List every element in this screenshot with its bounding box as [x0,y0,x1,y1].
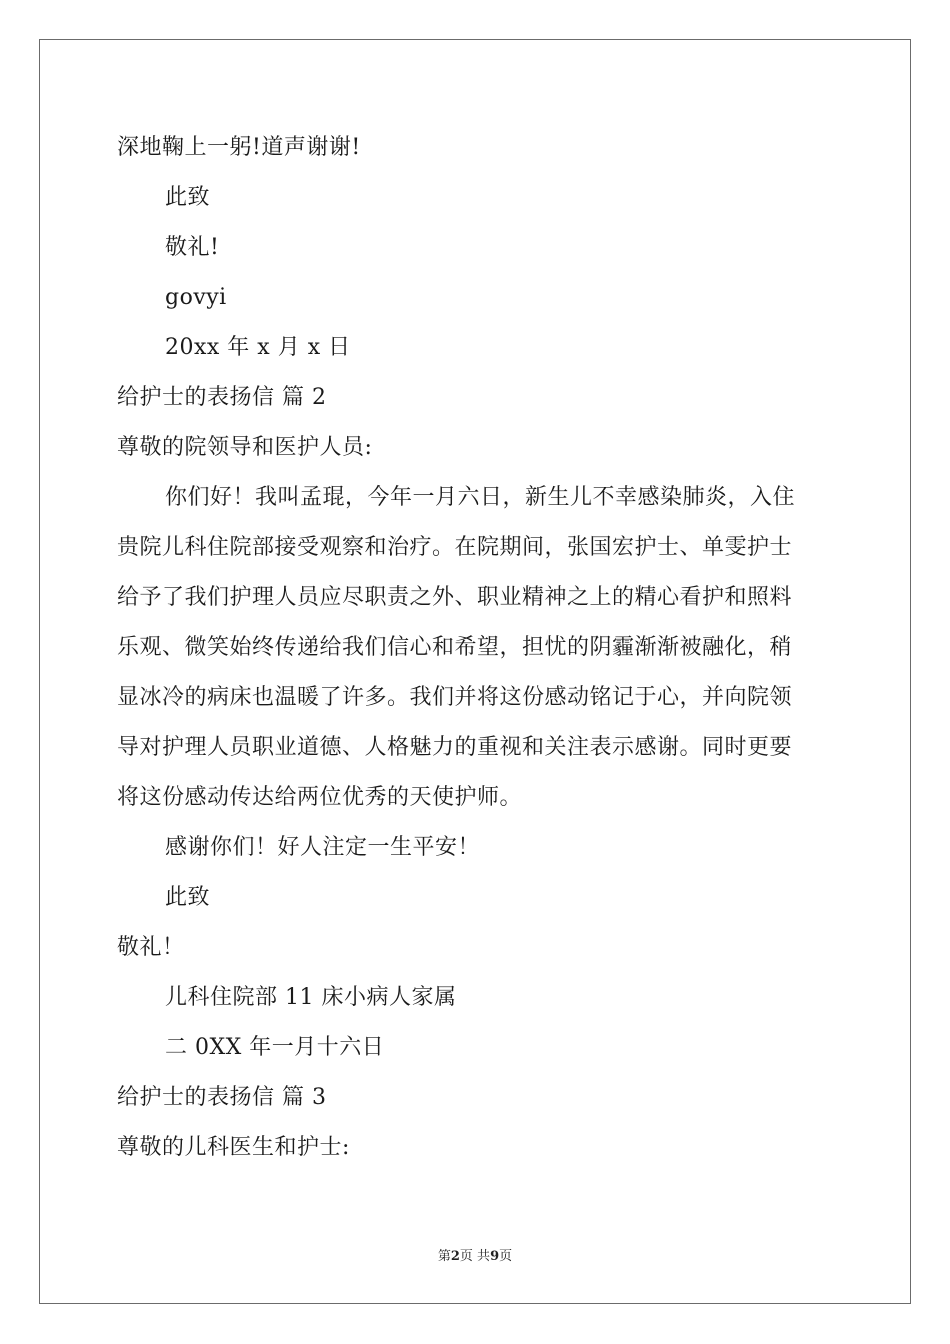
greeting: 尊敬的儿科医生和护士: [117,1135,350,1160]
paragraph-line: 给予了我们护理人员应尽职责之外、职业精神之上的精心看护和照料 [117,585,793,610]
paragraph-line: 将这份感动传达给两位优秀的天使护师。 [117,785,523,810]
date-line: 20xx 年 x 月 x 日 [165,335,351,360]
signature: govyi [165,285,227,310]
page-border [39,39,911,1304]
date-line: 二 0XX 年一月十六日 [165,1035,385,1060]
paragraph-line: 显冰冷的病床也温暖了许多。我们并将这份感动铭记于心，并向院领 [117,685,793,710]
signature: 儿科住院部 11 床小病人家属 [165,985,457,1010]
page-mid: 页 共 [459,1249,491,1264]
page-total: 9 [490,1249,500,1264]
salutation-zhici: 此致 [165,185,211,210]
paragraph-line: 乐观、微笑始终传递给我们信心和希望，担忧的阴霾渐渐被融化，稍 [117,635,793,660]
paragraph-line: 导对护理人员职业道德、人格魅力的重视和关注表示感谢。同时更要 [117,735,793,760]
section-heading: 给护士的表扬信 篇 3 [117,1085,327,1110]
text-line: 深地鞠上一躬!道声谢谢! [117,135,361,160]
page-prefix: 第 [437,1249,451,1264]
page-current: 2 [450,1249,460,1264]
salutation-zhici: 此致 [165,885,211,910]
section-heading: 给护士的表扬信 篇 2 [117,385,327,410]
paragraph-line: 贵院儿科住院部接受观察和治疗。在院期间，张国宏护士、单雯护士 [117,535,793,560]
page-suffix: 页 [499,1249,513,1264]
paragraph-line: 你们好！我叫孟琨，今年一月六日，新生儿不幸感染肺炎，入住 [165,485,796,510]
page-number-footer [0,1248,950,1266]
salutation-jingli: 敬礼！ [117,935,185,960]
greeting: 尊敬的院领导和医护人员: [117,435,373,460]
salutation-jingli: 敬礼! [165,235,220,260]
thanks-line: 感谢你们！好人注定一生平安！ [165,835,481,860]
